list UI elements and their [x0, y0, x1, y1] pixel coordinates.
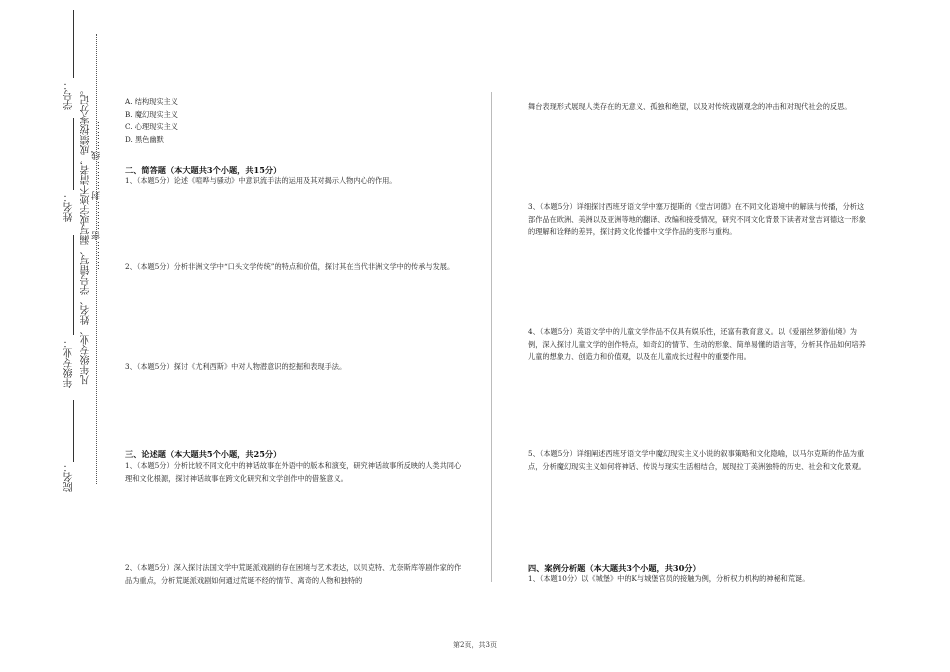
- school-label: 院名：: [64, 462, 75, 492]
- section-3-title: 三、论述题（本大题共5个小题，共25分）: [125, 449, 282, 460]
- choice-c: C. 心理现实主义: [125, 122, 178, 132]
- page-footer: 第2页，共3页: [453, 641, 497, 649]
- question-2-1: 1、（本题5分）论述《喧哗与骚动》中意识流手法的运用及其对揭示人物内心的作用。: [125, 176, 397, 186]
- question-3-3: 3、（本题5分）详细探讨西班牙语文学中塞万提斯的《堂吉诃德》在不同文化语境中的解读与传播，分析这部作品在欧洲、美洲以及亚洲等地的翻译、改编和接受情况，研究不同文化背景下读者对堂吉诃德这一形象的理解和诠释的差异，探讨跨文化传播中文学作品的变形与重构。: [528, 202, 866, 237]
- choice-d: D. 黑色幽默: [125, 134, 164, 144]
- question-3-1: 1、（本题5分）分析比较不同文化中的神话故事在外语中的版本和演变，研究神话故事所反映的人类共同心理和文化根源，探讨神话故事在跨文化研究和文学创作中的借鉴意义。: [125, 461, 462, 483]
- name-underline: [73, 118, 74, 190]
- choice-b: B. 魔幻现实主义: [125, 109, 178, 119]
- binding-notice: 凡年级专业、姓名、学号错写、漏写或字迹不清者，成绩按零分记。: [81, 85, 92, 385]
- grade-underline: [73, 235, 74, 335]
- binding-strip: [0, 0, 110, 672]
- question-2-3: 3、（本题5分）探讨《尤利西斯》中对人物潜意识的挖掘和表现手法。: [125, 362, 347, 372]
- seal-line-text: ………密………封………线………: [92, 120, 102, 270]
- question-3-2: 2、（本题5分）深入探讨法国文学中荒诞派戏剧的存在困境与艺术表达，以贝克特、尤奈斯库等剧作家的作品为重点，分析荒诞派戏剧如何通过荒诞不经的情节、离奇的人物和独特的: [125, 563, 462, 585]
- choice-a: A. 结构现实主义: [125, 97, 178, 106]
- seal-dotted-line: [96, 34, 97, 484]
- school-underline: [73, 400, 74, 462]
- question-3-2-continued: 舞台表现形式展现人类存在的无意义、孤独和绝望，以及对传统戏剧观念的冲击和对现代社会的反思。: [528, 102, 852, 112]
- question-3-5: 5、（本题5分）详细阐述西班牙语文学中魔幻现实主义小说的叙事策略和文化隐喻，以马尔克斯的作品为重点，分析魔幻现实主义如何将神话、传说与现实生活相结合，展现拉丁美洲独特的历史、社会和文化景观。: [528, 449, 866, 471]
- left-column: [125, 96, 465, 146]
- section-4-title: 四、案例分析题（本大题共3个小题，共30分）: [528, 563, 701, 574]
- question-3-4: 4、（本题5分）英语文学中的儿童文学作品不仅具有娱乐性，还富有教育意义。以《爱丽丝梦游仙境》为例，深入探讨儿童文学的创作特点，如奇幻的情节、生动的形象、简单易懂的语言等，分析其作品如何培养儿童的想象力、创造力和价值观，以及在儿童成长过程中的重要作用。: [528, 327, 866, 362]
- student-id-label: 学号：: [64, 80, 75, 110]
- name-label: 姓名：: [64, 192, 75, 222]
- student-id-underline: [73, 10, 74, 78]
- question-2-2: 2、（本题5分）分析非洲文学中“口头文学传统”的特点和价值，探讨其在当代非洲文学中的传承与发展。: [125, 262, 455, 272]
- section-2-title: 二、简答题（本大题共3个小题，共15分）: [125, 165, 282, 176]
- question-4-1: 1、（本题10分）以《城堡》中的K与城堡官员的接触为例，分析权力机构的神秘和荒诞。: [528, 574, 810, 584]
- column-divider: [491, 92, 492, 582]
- grade-label: 年级专业：: [64, 338, 75, 388]
